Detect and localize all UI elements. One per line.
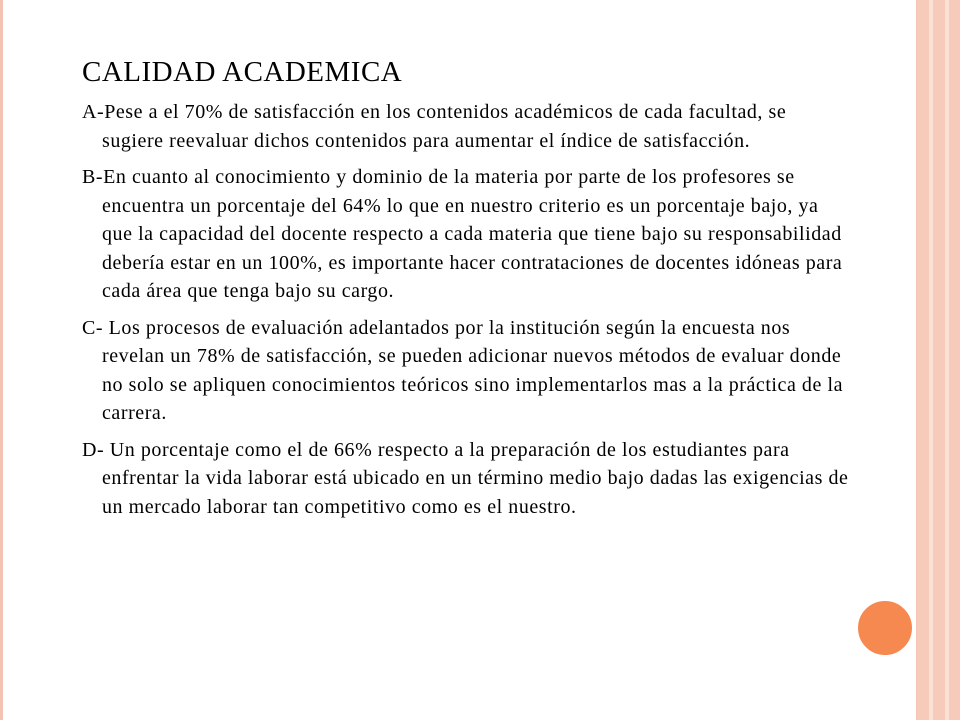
decorative-stripe: [933, 0, 945, 720]
slide-title: CALIDAD ACADEMICA: [82, 56, 403, 88]
paragraph-b: B-En cuanto al conocimiento y dominio de la materia por parte de los profesores se encuentra un porcentaje del 64% lo que en nuestro criterio es un porcentaje bajo, ya que la capacidad del docente respecto a cada materia que tiene bajo su responsabilidad debería estar en un 100%, es importante hacer contrataciones de docentes idóneas para cada área que tenga bajo su cargo.: [82, 166, 843, 302]
decorative-circle: [855, 598, 915, 658]
decorative-stripe: [949, 0, 960, 720]
decorative-stripe: [917, 0, 929, 720]
paragraph-c: C- Los procesos de evaluación adelantados por la institución según la encuesta nos revelan un 78% de satisfacción, se pueden adicionar nuevos métodos de evaluar donde no solo se apliquen conocimientos teóricos sino implementarlos mas a la práctica de la carrera.: [82, 316, 843, 424]
paragraph-a: A-Pese a el 70% de satisfacción en los contenidos académicos de cada facultad, se sugiere reevaluar dichos contenidos para aumentar el índice de satisfacción.: [82, 101, 787, 152]
slide-body: [82, 98, 850, 529]
paragraph-d: D- Un porcentaje como el de 66% respecto a la preparación de los estudiantes para enfrentar la vida laborar está ubicado en un término medio bajo dadas las exigencias de un mercado laborar tan competitivo como es el nuestro.: [82, 438, 849, 518]
